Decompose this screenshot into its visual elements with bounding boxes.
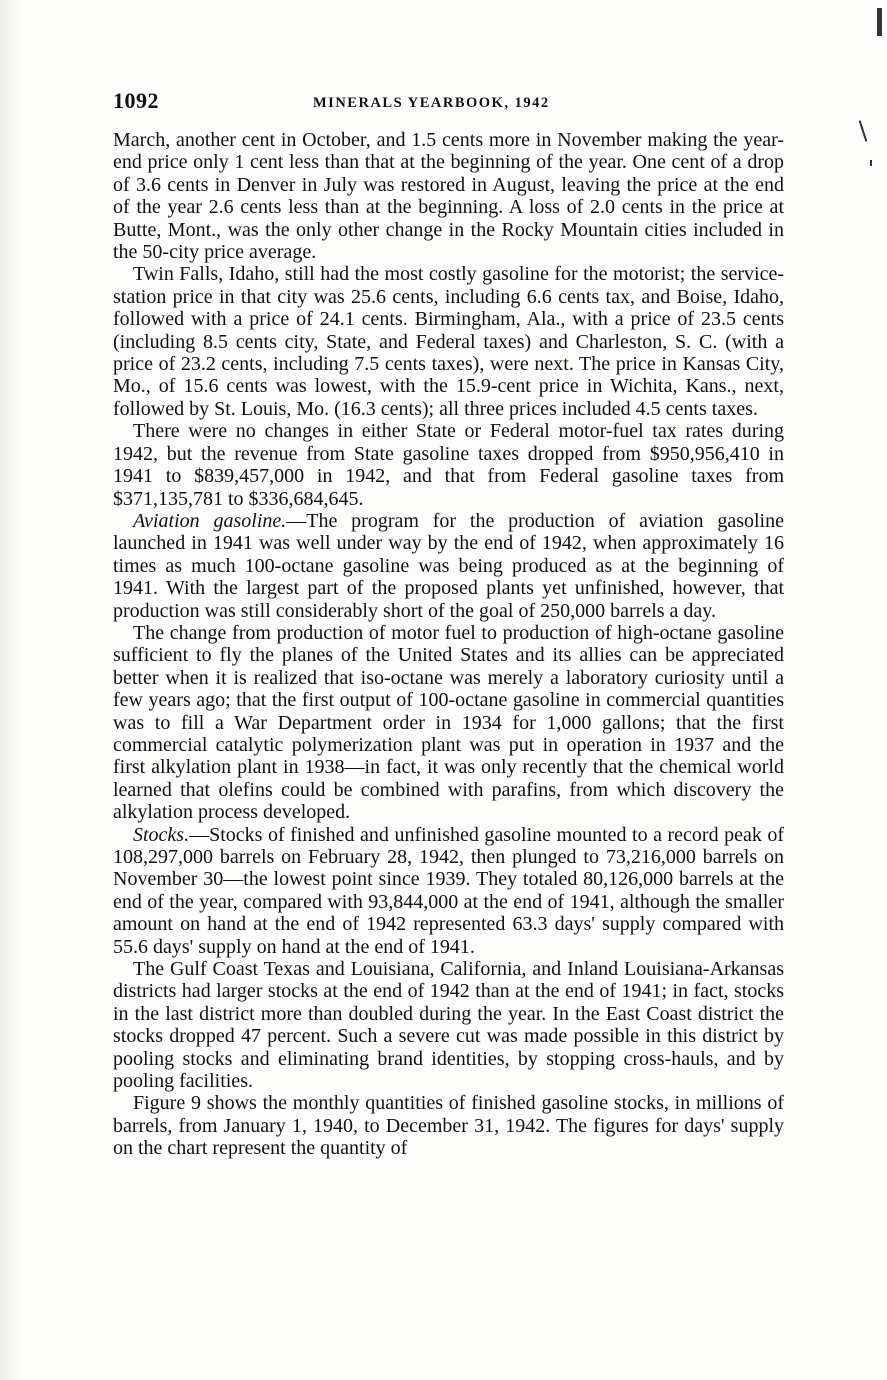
page-number: 1092 (113, 88, 159, 113)
paragraph-text: The change from production of motor fuel to production of high-octane gasoline sufficient to fly the planes of the United States and its allies can be appreciated better when it is realized that iso-octane was merely a laboratory curiosity until a few years ago; that the first output of 100-octane gasoline in commercial quantities was to fill a War Department order in 1934 for 1,000 gallons; that the first commercial catalytic polymerization plant was put in operation in 1937 and the first alkylation plant in 1938—in fact, it was only recently that the chemical world learned that olefins could be combined with parafins, from which discovery the alkylation process developed. (113, 621, 784, 824)
paragraph-text: The Gulf Coast Texas and Louisiana, California, and Inland Louisiana-Arkansas districts had larger stocks at the end of 1942 than at the end of 1941; in fact, stocks in the last district more than doubled during the year. In the East Coast district the stocks dropped 47 percent. Such a severe cut was made possible in this district by pooling stocks and eliminating brand identities, by stopping cross-hauls, and by pooling facilities. (113, 958, 784, 1093)
page-header (113, 88, 623, 122)
running-head: MINERALS YEARBOOK, 1942 (313, 95, 550, 111)
section-run-in-heading: Aviation gasoline. (133, 509, 287, 532)
scan-edge-shadow (0, 0, 22, 1380)
section-run-in-heading: Stocks. (133, 823, 190, 846)
paragraph-text: Twin Falls, Idaho, still had the most costly gasoline for the motorist; the service-station price in that city was 25.6 cents, including 6.6 cents tax, and Boise, Idaho, followed with a price of 24.1 cents. Birmingham, Ala., with a price of 23.5 cents (including 8.5 cents city, State, and Federal taxes) and Charleston, S. C. (with a price of 23.2 cents, including 7.5 cents taxes), were next. The price in Kansas City, Mo., of 15.6 cents was lowest, with the 15.9-cent price in Wichita, Kans., next, followed by St. Louis, Mo. (16.3 cents); all three prices included 4.5 cents taxes. (113, 263, 784, 420)
paragraph-text: —Stocks of finished and unfinished gasoline mounted to a record peak of 108,297,000 barrels on February 28, 1942, then plunged to 73,216,000 barrels on November 30—the lowest point since 1939. They totaled 80,126,000 barrels at the end of the year, compared with 93,844,000 at the end of 1941, although the smaller amount on hand at the end of 1942 represented 63.3 days' supply compared with 55.6 days' supply on hand at the end of 1941. (113, 823, 784, 958)
body-text (113, 129, 784, 1160)
paragraph-text: —The program for the production of aviation gasoline launched in 1941 was well under way by the end of 1942, when approximately 16 times as much 100-octane gasoline was being produced as at the beginning of 1941. With the largest part of the proposed plants yet unfinished, however, that production was still considerably short of the goal of 250,000 barrels a day. (113, 509, 784, 622)
paragraph (113, 1092, 784, 1159)
paragraph (113, 958, 784, 1092)
paragraph (113, 510, 784, 622)
scan-mark (877, 8, 882, 36)
paragraph (113, 129, 784, 263)
paragraph-text: Figure 9 shows the monthly quantities of finished gasoline stocks, in millions of barrels, from January 1, 1940, to December 31, 1942. The figures for days' supply on the chart represent the quantity of (113, 1092, 784, 1160)
paragraph (113, 263, 784, 420)
paragraph (113, 420, 784, 510)
paragraph-text: March, another cent in October, and 1.5 cents more in November making the year-end price only 1 cent less than that at the beginning of the year. One cent of a drop of 3.6 cents in Denver in July was restored in August, leaving the price at the end of the year 2.6 cents less than at the beginning. A loss of 2.0 cents in the price at Butte, Mont., was the only other change in the Rocky Mountain cities included in the 50-city price average. (113, 129, 784, 264)
paragraph (113, 622, 784, 824)
scan-mark (870, 160, 872, 166)
scan-mark (859, 120, 868, 142)
paragraph (113, 824, 784, 958)
paragraph-text: There were no changes in either State or Federal motor-fuel tax rates during 1942, but the revenue from State gasoline taxes dropped from $950,956,410 in 1941 to $839,457,000 in 1942, and that from Federal gasoline taxes from $371,135,781 to $336,684,645. (113, 420, 784, 510)
